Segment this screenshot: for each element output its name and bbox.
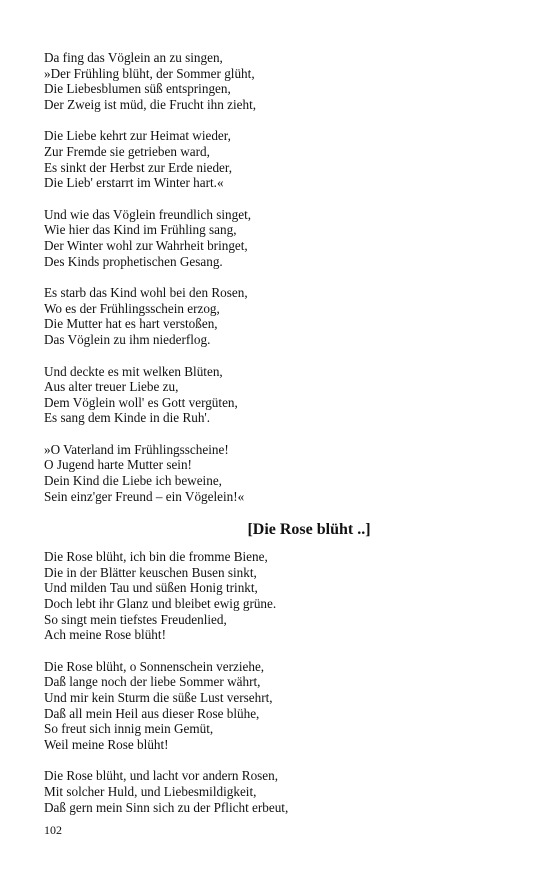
poem-body	[44, 549, 514, 815]
verse-line: Daß lange noch der liebe Sommer währt,	[44, 674, 261, 690]
stanza	[44, 285, 514, 347]
verse-line: Es sinkt der Herbst zur Erde nieder,	[44, 159, 233, 175]
poem-continuation	[44, 50, 514, 504]
verse-line: O Jugend harte Mutter sein!	[44, 457, 192, 473]
stanza	[44, 50, 514, 112]
verse-line: Es starb das Kind wohl bei den Rosen,	[44, 285, 248, 301]
verse-line: Die Lieb' erstarrt im Winter hart.«	[44, 175, 224, 191]
poem-title: [Die Rose blüht ..]	[247, 521, 371, 539]
verse-line: Sein einz'ger Freund – ein Vögelein!«	[44, 488, 245, 504]
verse-line: Der Zweig ist müd, die Frucht ihn zieht,	[44, 96, 257, 112]
verse-line: Weil meine Rose blüht!	[44, 736, 169, 752]
verse-line: Die Mutter hat es hart verstoßen,	[44, 316, 218, 332]
page-number: 102	[44, 823, 62, 837]
verse-line: Da fing das Vöglein an zu singen,	[44, 50, 223, 65]
verse-line: Daß all mein Heil aus dieser Rose blühe,	[44, 705, 260, 721]
verse-line: Und wie das Vöglein freundlich singet,	[44, 206, 252, 222]
verse-line: Und deckte es mit welken Blüten,	[44, 363, 223, 379]
verse-line: Und milden Tau und süßen Honig trinkt,	[44, 580, 258, 596]
verse-line: Der Winter wohl zur Wahrheit bringet,	[44, 237, 248, 253]
verse-line: Zur Fremde sie getrieben ward,	[44, 143, 210, 159]
stanza	[44, 364, 514, 426]
stanza	[44, 768, 514, 815]
verse-line: Daß gern mein Sinn sich zu der Pflicht erbeut,	[44, 799, 289, 815]
stanza	[44, 442, 514, 504]
verse-line: Aus alter treuer Liebe zu,	[44, 379, 179, 395]
verse-line: Doch lebt ihr Glanz und bleibet ewig grüne.	[44, 596, 277, 612]
verse-line: Die Liebesblumen süß entspringen,	[44, 81, 231, 97]
verse-line: Des Kinds prophetischen Gesang.	[44, 253, 223, 269]
verse-line: So singt mein tiefstes Freudenlied,	[44, 611, 227, 627]
verse-line: Es sang dem Kinde in die Ruh'.	[44, 410, 211, 426]
stanza	[44, 549, 514, 643]
verse-line: Die Rose blüht, o Sonnenschein verziehe,	[44, 658, 265, 674]
verse-line: So freut sich innig mein Gemüt,	[44, 721, 214, 737]
verse-line: Ach meine Rose blüht!	[44, 627, 166, 643]
verse-line: »O Vaterland im Frühlingsscheine!	[44, 441, 229, 457]
verse-line: Die Rose blüht, und lacht vor andern Rosen,	[44, 768, 279, 784]
page-body	[44, 50, 514, 831]
verse-line: Die in der Blätter keuschen Busen sinkt,	[44, 564, 257, 580]
verse-line: »Der Frühling blüht, der Sommer glüht,	[44, 65, 255, 81]
verse-line: Dein Kind die Liebe ich beweine,	[44, 473, 222, 489]
verse-line: Wie hier das Kind im Frühling sang,	[44, 222, 237, 238]
stanza	[44, 207, 514, 269]
verse-line: Die Liebe kehrt zur Heimat wieder,	[44, 128, 231, 144]
stanza	[44, 659, 514, 753]
verse-line: Das Vöglein zu ihm niederflog.	[44, 331, 211, 347]
verse-line: Mit solcher Huld, und Liebesmildigkeit,	[44, 783, 257, 799]
stanza	[44, 128, 514, 190]
verse-line: Die Rose blüht, ich bin die fromme Biene,	[44, 549, 268, 565]
verse-line: Wo es der Frühlingsschein erzog,	[44, 300, 220, 316]
verse-line: Und mir kein Sturm die süße Lust versehrt,	[44, 690, 273, 705]
verse-line: Dem Vöglein woll' es Gott vergüten,	[44, 394, 238, 410]
